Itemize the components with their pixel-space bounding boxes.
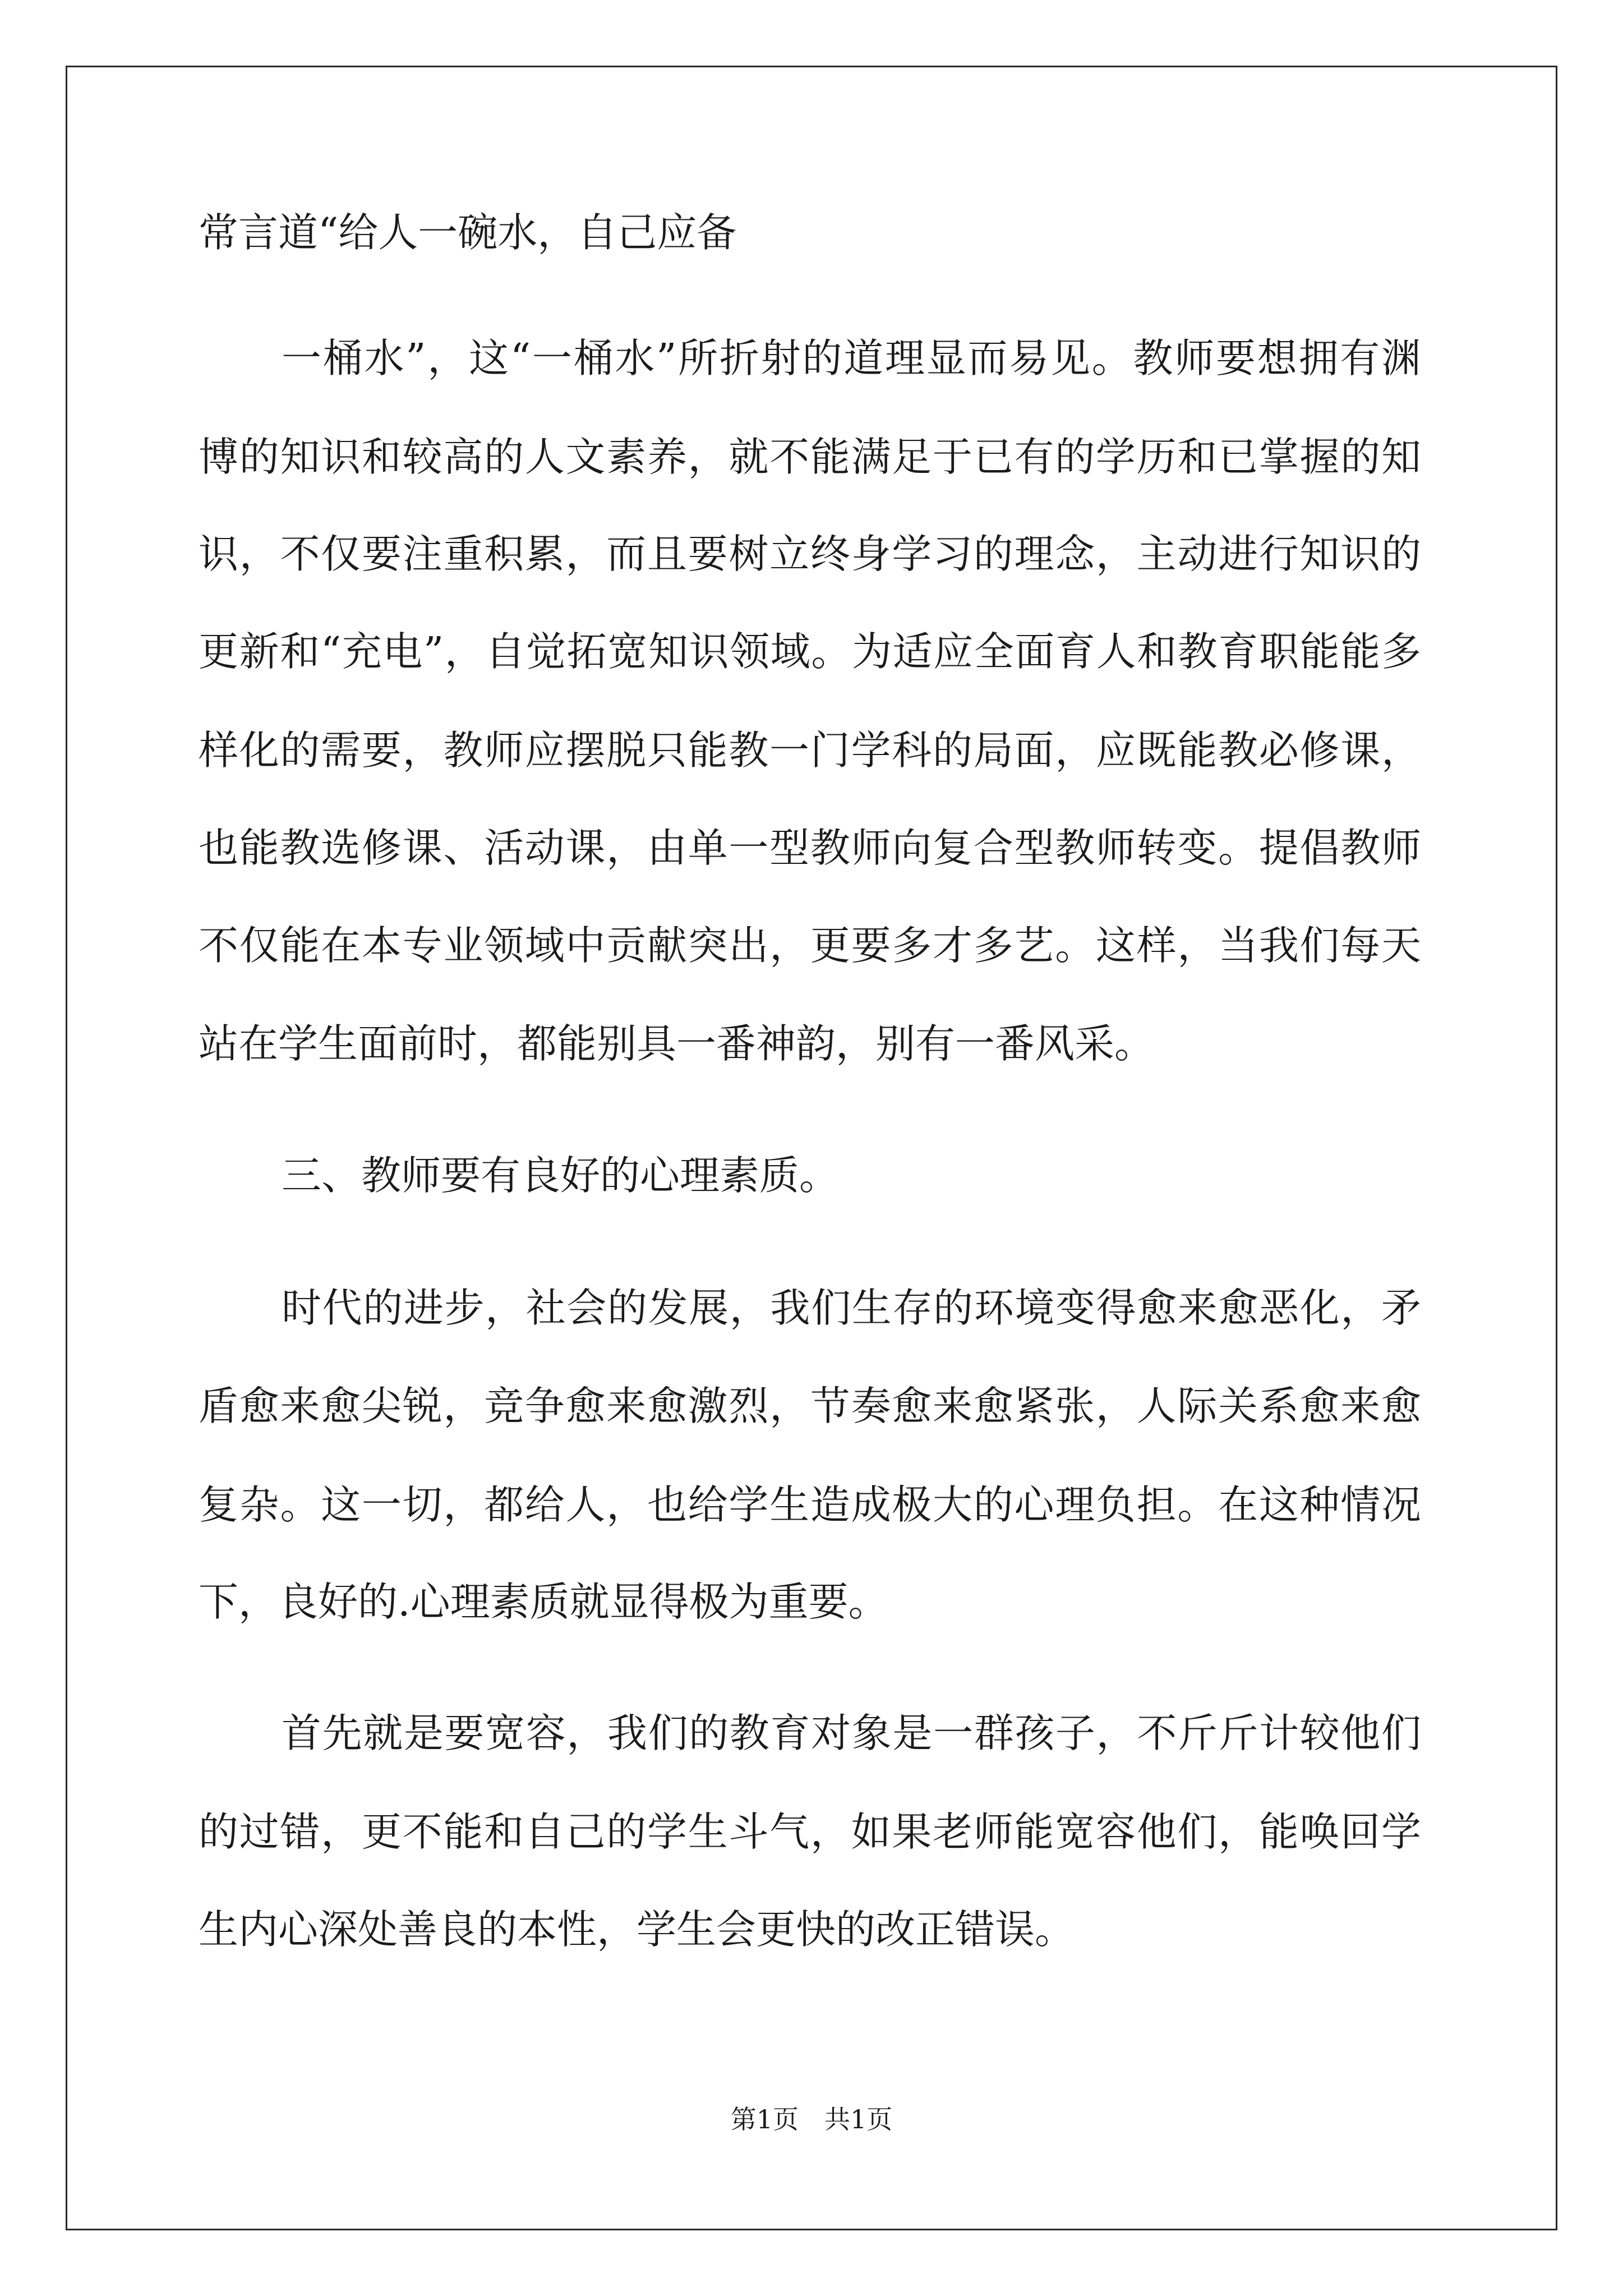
- text-line: 不仅能在本专业领域中贡献突出，更要多才多艺。这样，当我们每天: [199, 922, 1421, 969]
- text-line: 站在学生面前时，都能别具一番神韵，别有一番风采。: [199, 1020, 1155, 1067]
- text-line: 一桶水”，这“一桶水”所折射的道理显而易见。教师要想拥有渊: [282, 335, 1421, 381]
- section-heading: 三、教师要有良好的心理素质。: [282, 1152, 840, 1199]
- text-line: 复杂。这一切，都给人，也给学生造成极大的心理负担。在这种情况: [199, 1481, 1421, 1528]
- text-line: 常言道“给人一碗水，自己应备: [199, 209, 737, 256]
- text-line: 下，良好的.心理素质就显得极为重要。: [199, 1579, 888, 1625]
- text-line: 盾愈来愈尖锐，竞争愈来愈激烈，节奏愈来愈紧张，人际关系愈来愈: [199, 1383, 1421, 1429]
- text-line: 博的知识和较高的人文素养，就不能满足于已有的学历和已掌握的知: [199, 434, 1421, 480]
- page-total: 共1页: [824, 2104, 893, 2134]
- page-number: 第1页: [730, 2104, 799, 2134]
- text-line: 的过错，更不能和自己的学生斗气，如果老师能宽容他们，能唤回学: [199, 1809, 1421, 1855]
- text-line: 识，不仅要注重积累，而且要树立终身学习的理念，主动进行知识的: [199, 531, 1421, 577]
- text-line: 也能教选修课、活动课，由单一型教师向复合型教师转变。提倡教师: [199, 825, 1421, 871]
- page-footer: [0, 2102, 1623, 2136]
- text-line: 样化的需要，教师应摆脱只能教一门学科的局面，应既能教必修课，: [199, 727, 1421, 774]
- text-line: 首先就是要宽容，我们的教育对象是一群孩子，不斤斤计较他们: [282, 1710, 1421, 1756]
- text-line: 时代的进步，社会的发展，我们生存的环境变得愈来愈恶化，矛: [282, 1285, 1421, 1331]
- text-line: 更新和“充电”，自觉拓宽知识领域。为适应全面育人和教育职能能多: [199, 628, 1421, 675]
- text-line: 生内心深处善良的本性，学生会更快的改正错误。: [199, 1906, 1075, 1953]
